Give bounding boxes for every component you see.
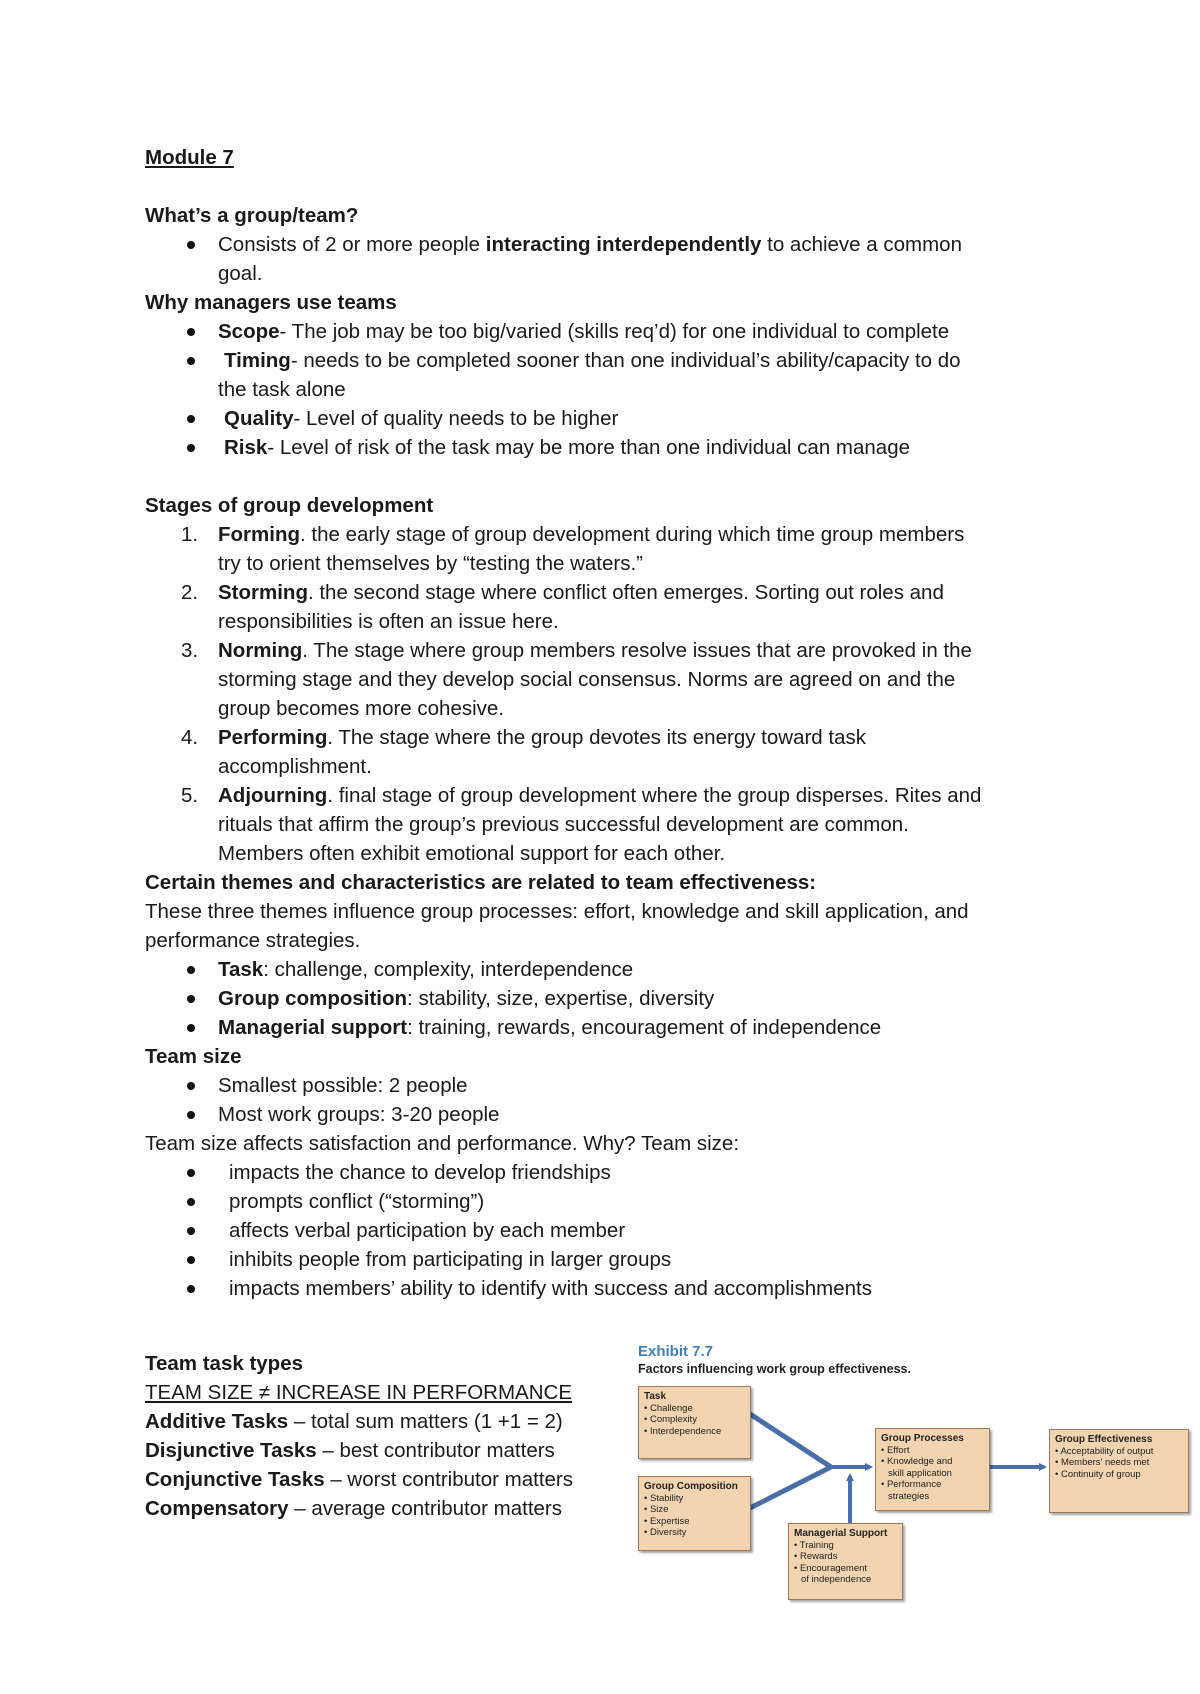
exhibit-diagram (638, 1343, 1200, 1625)
list-item: Quality- Level of quality needs to be higher (145, 404, 1065, 433)
list-item: Risk- Level of risk of the task may be more than one individual can manage (145, 433, 1065, 462)
managerial-support-box: Managerial Support • Training • Rewards • Encouragement of independence (788, 1523, 903, 1600)
list-item: Conjunctive Tasks – worst contributor matters (145, 1468, 573, 1491)
list-item: Compensatory – average contributor matters (145, 1497, 562, 1520)
list-item: impacts members’ ability to identify with success and accomplishments (145, 1274, 1065, 1303)
list-item: Additive Tasks – total sum matters (1 +1 = 2) (145, 1410, 563, 1433)
list-item: 2. Storming. the second stage where conflict often emerges. Sorting out roles and responsibilities is often an issue here. (181, 581, 944, 633)
list-item: impacts the chance to develop friendships (145, 1158, 1065, 1187)
themes-intro: These three themes influence group processes: effort, knowledge and skill application, and performance strategies. (145, 900, 969, 952)
why-teams-list (145, 317, 1065, 462)
list-item: 5. Adjourning. final stage of group development where the group disperses. Rites and rituals that affirm the group’s previous successful development are common. Members often exhibit emotional support for each other. (181, 784, 982, 865)
team-size-list (145, 1071, 1065, 1129)
list-item: Managerial support: training, rewards, encouragement of independence (145, 1013, 1065, 1042)
list-item: Scope- The job may be too big/varied (skills req’d) for one individual to complete (145, 317, 1065, 346)
list-item: inhibits people from participating in larger groups (145, 1245, 1065, 1274)
group-processes-box: Group Processes • Effort • Knowledge and skill application • Performance strategies (875, 1428, 990, 1511)
task-box: Task • Challenge • Complexity • Interdependence (638, 1386, 751, 1459)
list-item: 1. Forming. the early stage of group development during which time group members try to orient themselves by “testing the waters.” (181, 523, 965, 575)
themes-list (145, 955, 1065, 1042)
list-item: Consists of 2 or more people interacting interdependently to achieve a common goal. (145, 230, 1065, 288)
list-item: 3. Norming. The stage where group members resolve issues that are provoked in the storming stage and they develop social consensus. Norms are agreed on and the group becomes more cohesive. (181, 639, 972, 720)
task-arrow (750, 1414, 831, 1467)
list-item: Disjunctive Tasks – best contributor matters (145, 1439, 555, 1462)
list-item: Task: challenge, complexity, interdependence (145, 955, 1065, 984)
list-item: prompts conflict (“storming”) (145, 1187, 1065, 1216)
group-effectiveness-box: Group Effectiveness • Acceptability of output • Members’ needs met • Continuity of group (1049, 1429, 1189, 1513)
notes-body (145, 143, 1065, 1303)
exhibit-caption: Factors influencing work group effectiveness. (638, 1362, 911, 1376)
task-types-section (145, 1349, 615, 1523)
list-item: 4. Performing. The stage where the group devotes its energy toward task accomplishment. (181, 726, 866, 778)
module-title: Module 7 (145, 146, 234, 169)
exhibit-label: Exhibit 7.7 (638, 1343, 714, 1360)
group-definition-heading: What’s a group/team? (145, 204, 359, 227)
team-size-why: Team size affects satisfaction and performance. Why? Team size: (145, 1132, 740, 1155)
group-composition-box: Group Composition • Stability • Size • Expertise • Diversity (638, 1476, 751, 1551)
group-definition-list (145, 230, 1065, 288)
list-item: Smallest possible: 2 people (145, 1071, 1065, 1100)
team-size-heading: Team size (145, 1045, 242, 1068)
list-item: Timing- needs to be completed sooner than one individual’s ability/capacity to do the task alone (145, 346, 1065, 404)
task-types-subheading: TEAM SIZE ≠ INCREASE IN PERFORMANCE (145, 1381, 572, 1404)
list-item: Most work groups: 3-20 people (145, 1100, 1065, 1129)
composition-arrow (750, 1467, 831, 1508)
themes-heading: Certain themes and characteristics are related to team effectiveness: (145, 871, 817, 894)
team-size-reasons (145, 1158, 1065, 1303)
list-item: Group composition: stability, size, expertise, diversity (145, 984, 1065, 1013)
stages-list (145, 520, 1065, 868)
task-types-heading: Team task types (145, 1352, 304, 1375)
why-teams-heading: Why managers use teams (145, 291, 397, 314)
stages-heading: Stages of group development (145, 494, 434, 517)
list-item: affects verbal participation by each member (145, 1216, 1065, 1245)
